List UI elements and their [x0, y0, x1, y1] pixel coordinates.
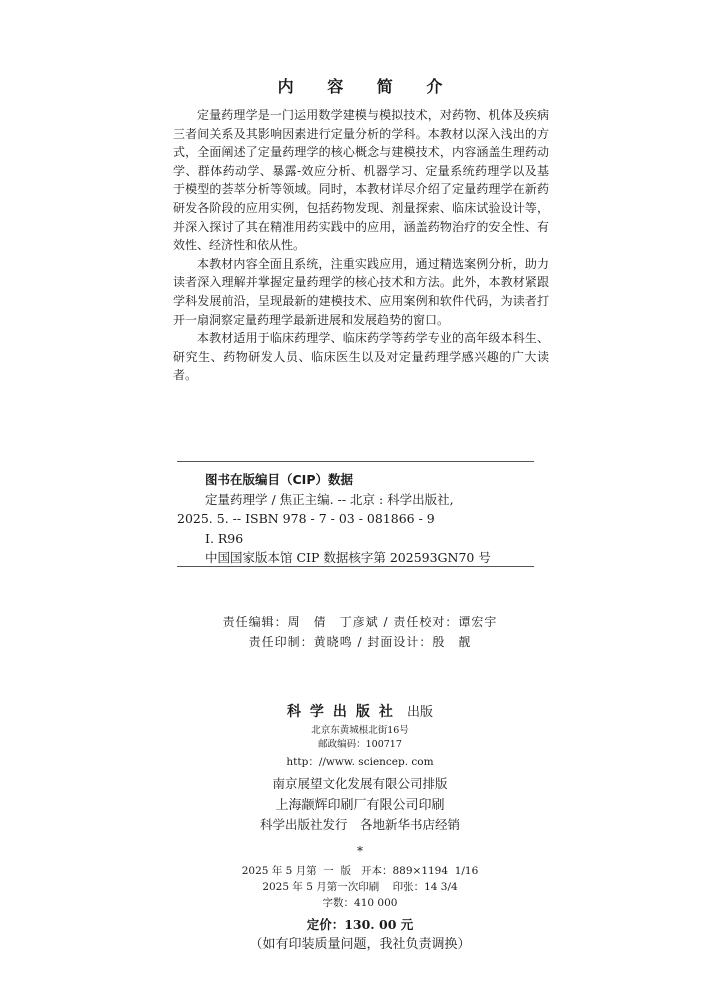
printer: 上海颛辉印刷厂有限公司印刷: [275, 798, 445, 813]
publisher-name: 科学出版社: [286, 704, 402, 720]
cip-block: [177, 470, 534, 568]
publisher-website: http：//www. sciencep. com: [286, 756, 434, 768]
typesetter: 南京展望文化发展有限公司排版: [272, 776, 448, 791]
credits-line-1: 责任编辑：周 倩 丁彦斌 / 责任校对：谭宏宇: [222, 615, 498, 629]
credits: [0, 612, 720, 652]
publisher-address: 北京东黄城根北街16号: [311, 725, 409, 736]
printing-sheets: 2025 年 5 月第一次印刷 印张：14 3/4: [262, 881, 458, 893]
price: 定价：130. 00 元: [306, 917, 414, 932]
word-count: 字数：410 000: [322, 897, 398, 909]
intro-paragraph-1: 定量药理学是一门运用数学建模与模拟技术，对药物、机体及疾病三者间关系及其影响因素进行定量分析的学科。本教材以深入浅出的方式，全面阐述了定量药理学的核心概念与建模技术，内容涵盖生理药动学、群体药动学、暴露-效应分析、机器学习、定量系统药理学以及基于模型的荟萃分析等领域。同时，本教材详尽介绍了定量药理学在新药研发各阶段的应用实例，包括药物发现、剂量探索、临床试验设计等，并深入探讨了其在精准用药实践中的应用，涵盖药物治疗的安全性、有效性、经济性和依从性。: [173, 108, 549, 253]
cip-bottom-rule: [177, 566, 534, 567]
cip-line-1: 定量药理学 / 焦正主编. -- 北京 : 科学出版社,: [205, 491, 454, 507]
edition-format: 2025 年 5 月第 一 版 开本：889×1194 1/16: [241, 865, 479, 877]
separator-star: *: [357, 844, 363, 858]
cip-heading: 图书在版编目（CIP）数据: [205, 472, 353, 487]
intro-paragraph-3: 本教材适用于临床药理学、临床药学等药学专业的高年级本科生、研究生、药物研发人员、临床医生以及对定量药理学感兴趣的广大读者。: [173, 331, 549, 383]
publisher-postcode: 邮政编码：100717: [318, 739, 402, 750]
cip-line-2: 2025. 5. -- ISBN 978 - 7 - 03 - 081866 - 9: [177, 511, 435, 527]
introduction: [173, 106, 549, 385]
cip-top-rule: [177, 461, 534, 462]
cip-line-4: 中国国家版本馆 CIP 数据核字第 202593GN70 号: [205, 550, 491, 566]
publisher-suffix: 出版: [407, 705, 434, 720]
publisher-block: [0, 700, 720, 955]
distributor: 科学出版社发行 各地新华书店经销: [259, 817, 460, 832]
credits-line-2: 责任印制：黄晓鸣 / 封面设计：殷 靓: [248, 635, 472, 649]
quality-note: （如有印装质量问题，我社负责调换）: [249, 937, 471, 952]
intro-paragraph-2: 本教材内容全面且系统，注重实践应用，通过精选案例分析，助力读者深入理解并掌握定量药理学的核心技术和方法。此外，本教材紧跟学科发展前沿，呈现最新的建模技术、应用案例和软件代码，为读者打开一扇洞察定量药理学最新进展和发展趋势的窗口。: [173, 256, 549, 327]
cip-line-3: Ⅰ. R96: [205, 530, 244, 546]
page-title: 内 容 简 介: [277, 77, 457, 96]
